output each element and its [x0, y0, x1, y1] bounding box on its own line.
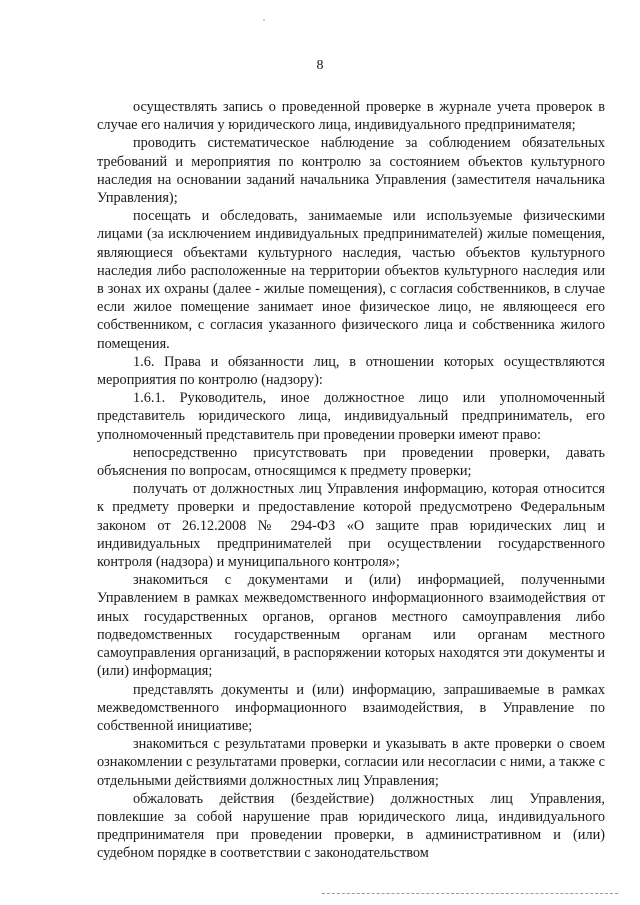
paragraph-systematic-observation: проводить систематическое наблюдение за соблюдением обязательных требований и мероприятия по контролю за состоянием объектов культурного наследия на основании заданий начальника Управления (заместителя начальника Управления);	[97, 135, 605, 207]
paragraph-visit-premises: посещать и обследовать, занимаемые или используемые физическими лицами (за исключением индивидуальных предпринимателей) жилые помещения, являющиеся объектами культурного наследия, частью объектов культурного наследия либо расположенные на территории объектов культурного наследия или в зонах их охраны (далее - жилые помещения), с согласия собственников, в случае если жилое помещение занимает иное физическое лицо, не являющееся его собственником, с согласия указанного физического лица и собственника жилого помещения.	[97, 208, 605, 352]
paragraph-right-attend: непосредственно присутствовать при проведении проверки, давать объяснения по вопросам, относящимся к предмету проверки;	[97, 444, 605, 480]
bottom-divider	[322, 893, 618, 894]
paragraph-section-1-6: 1.6. Права и обязанности лиц, в отношении которых осуществляются мероприятия по контролю (надзору):	[97, 353, 605, 389]
paragraph-right-appeal: обжаловать действия (бездействие) должностных лиц Управления, повлекшие за собой нарушение прав юридического лица, индивидуального предпринимателя при проведении проверки, в административном и (или) судебном порядке в соответствии с законодательством	[97, 790, 605, 862]
scan-speck	[263, 19, 265, 21]
document-body	[97, 98, 605, 863]
paragraph-right-documents: знакомиться с документами и (или) информацией, полученными Управлением в рамках межведомственного информационного взаимодействия от иных государственных органов, органов местного самоуправления либо подведомственных государственным органам или органам местного самоуправления организаций, в распоряжении которых находятся эти документы и (или) информация;	[97, 572, 605, 680]
paragraph-record-inspection: осуществлять запись о проведенной проверке в журнале учета проверок в случае его наличия у юридического лица, индивидуального предпринимателя;	[97, 99, 605, 134]
paragraph-right-submit: представлять документы и (или) информацию, запрашиваемые в рамках межведомственного информационного взаимодействия, в Управление по собственной инициативе;	[97, 681, 605, 734]
paragraph-right-results: знакомиться с результатами проверки и указывать в акте проверки о своем ознакомлении с результатами проверки, согласии или несогласии с ними, а также с отдельными действиями должностных лиц Управления;	[97, 736, 605, 789]
paragraph-right-information: получать от должностных лиц Управления информацию, которая относится к предмету проверки и предоставление которой предусмотрено Федеральным законом от 26.12.2008 № 294-ФЗ «О защите прав юридических лиц и индивидуальных предпринимателей при осуществлении государственного контроля (надзора) и муниципального контроля»;	[97, 481, 605, 571]
paragraph-section-1-6-1: 1.6.1. Руководитель, иное должностное лицо или уполномоченный представитель юридического лица, индивидуальный предприниматель, его уполномоченный представитель при проведении проверки имеют право:	[97, 390, 605, 443]
page-number: 8	[316, 58, 324, 73]
